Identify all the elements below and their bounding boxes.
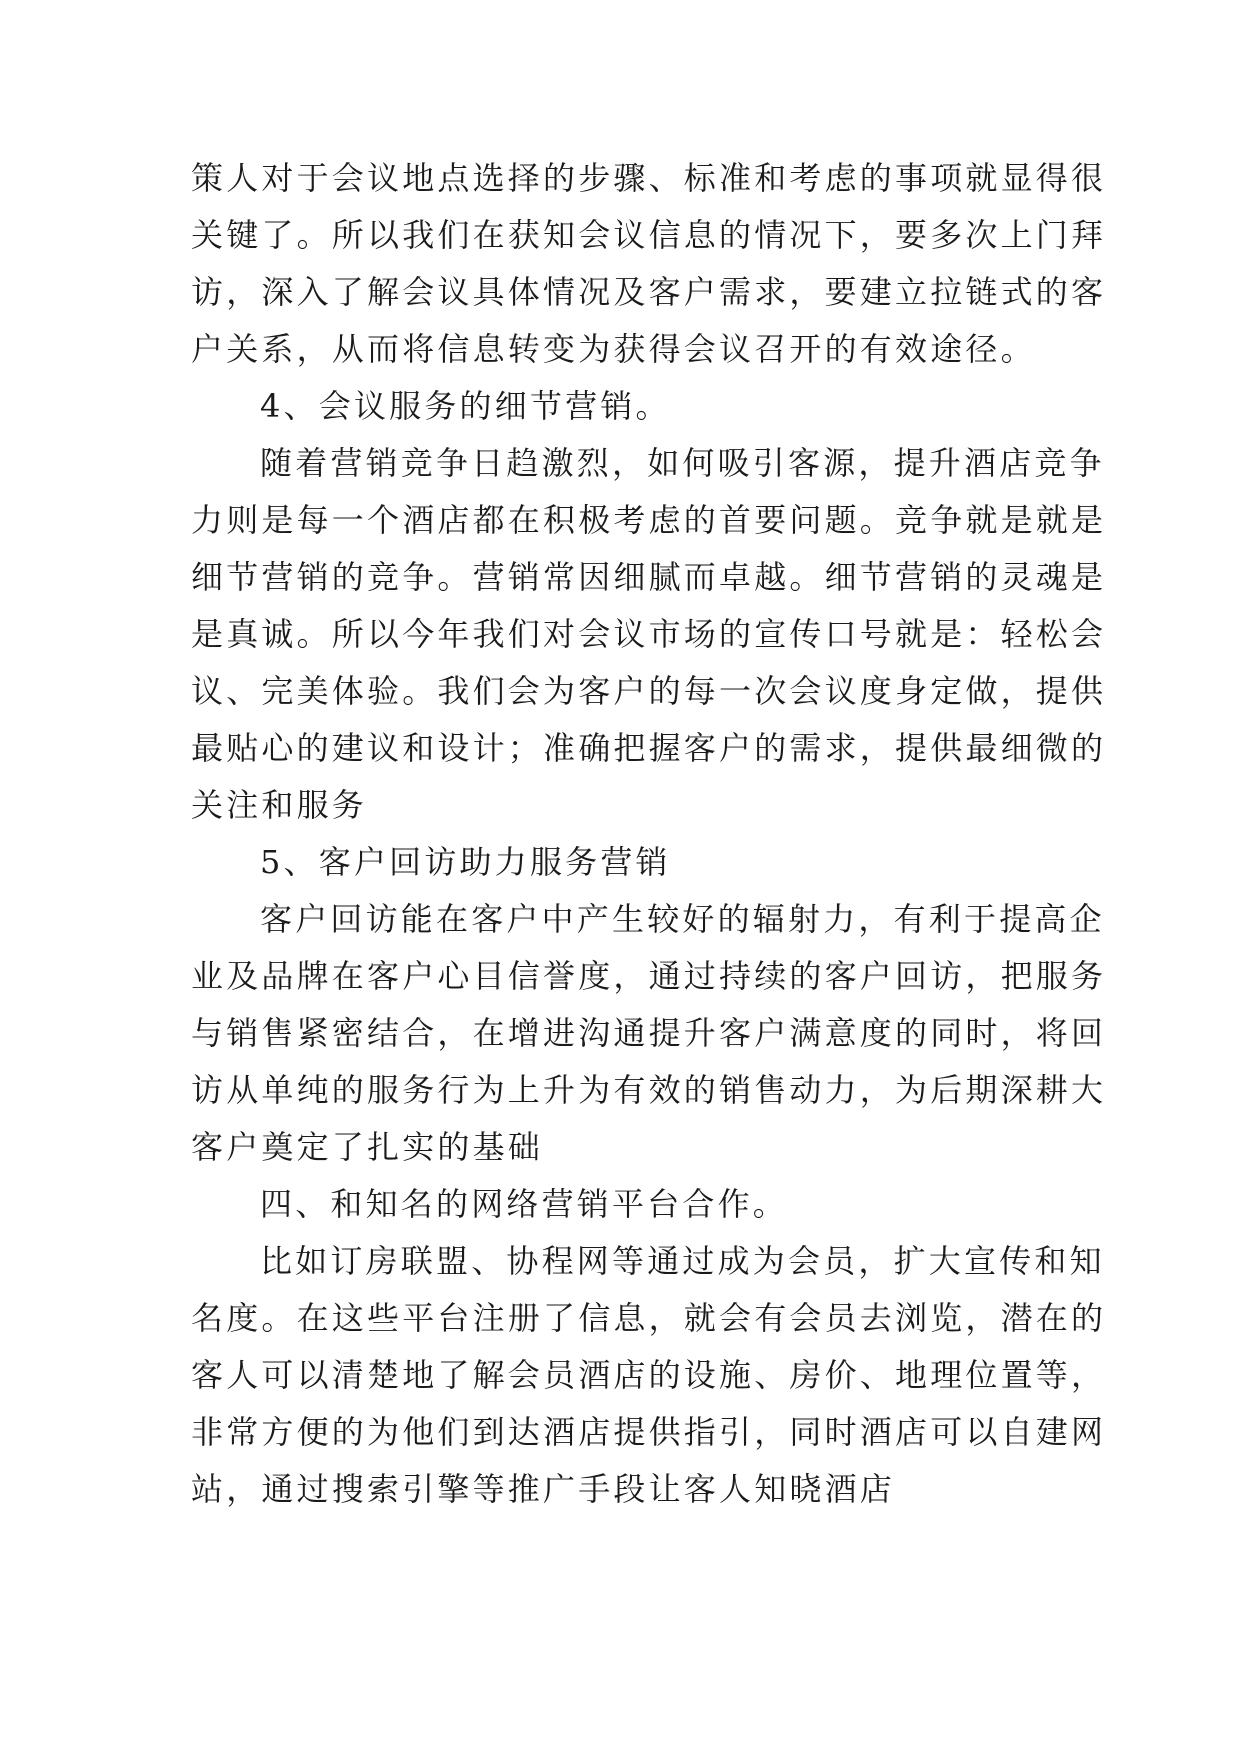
paragraph-online-platforms <box>191 1233 1107 1518</box>
text-line: 关键了。所以我们在获知会议信息的情况下，要多次上门拜 <box>191 216 1107 254</box>
text-line: 议、完美体验。我们会为客户的每一次会议度身定做，提供 <box>191 672 1107 710</box>
text-line: 客人可以清楚地了解会员酒店的设施、房价、地理位置等， <box>191 1356 1107 1394</box>
text-line: 客户回访能在客户中产生较好的辐射力，有利于提高企 <box>260 900 1105 938</box>
text-line: 访，深入了解会议具体情况及客户需求，要建立拉链式的客 <box>191 273 1107 311</box>
text-line: 是真诚。所以今年我们对会议市场的宣传口号就是：轻松会 <box>191 615 1107 653</box>
text-line: 站，通过搜索引擎等推广手段让客人知晓酒店 <box>191 1470 896 1508</box>
text-line: 与销售紧密结合，在增进沟通提升客户满意度的同时，将回 <box>191 1014 1107 1052</box>
text-line: 业及品牌在客户心目信誉度，通过持续的客户回访，把服务 <box>191 957 1107 995</box>
text-line: 细节营销的竞争。营销常因细腻而卓越。细节营销的灵魂是 <box>191 558 1107 596</box>
text-line: 随着营销竞争日趋激烈，如何吸引客源，提升酒店竞争 <box>260 444 1105 482</box>
text-line: 四、和知名的网络营销平台合作。 <box>260 1185 789 1223</box>
text-line: 4、会议服务的细节营销。 <box>260 387 671 425</box>
heading-detail-marketing <box>191 378 1061 435</box>
document-body <box>191 150 1107 1518</box>
text-line: 策人对于会议地点选择的步骤、标准和考虑的事项就显得很 <box>191 159 1107 197</box>
text-line: 名度。在这些平台注册了信息，就会有会员去浏览，潜在的 <box>191 1299 1107 1337</box>
paragraph-venue-selection <box>191 150 1107 378</box>
paragraph-customer-revisit <box>191 891 1107 1176</box>
text-line: 关注和服务 <box>191 786 368 824</box>
text-line: 力则是每一个酒店都在积极考虑的首要问题。竞争就是就是 <box>191 501 1107 539</box>
text-line: 户关系，从而将信息转变为获得会议召开的有效途径。 <box>191 330 1036 368</box>
text-line: 非常方便的为他们到达酒店提供指引，同时酒店可以自建网 <box>191 1413 1107 1451</box>
heading-customer-revisit <box>191 834 1061 891</box>
text-line: 比如订房联盟、协程网等通过成为会员，扩大宣传和知 <box>260 1242 1105 1280</box>
text-line: 客户奠定了扎实的基础 <box>191 1128 544 1166</box>
paragraph-detail-marketing <box>191 435 1107 834</box>
text-line: 访从单纯的服务行为上升为有效的销售动力，为后期深耕大 <box>191 1071 1107 1109</box>
text-line: 5、客户回访助力服务营销 <box>260 843 671 881</box>
text-line: 最贴心的建议和设计；准确把握客户的需求，提供最细微的 <box>191 729 1107 767</box>
heading-online-platforms <box>191 1176 1061 1233</box>
